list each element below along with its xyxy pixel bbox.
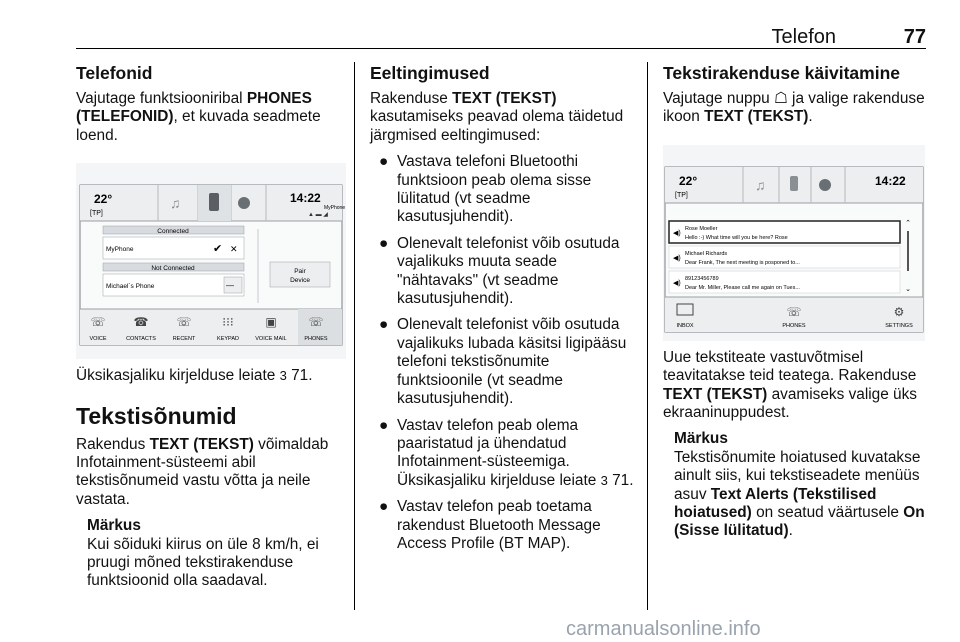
- column-divider: [647, 62, 648, 610]
- svg-text:RECENT: RECENT: [172, 336, 196, 343]
- note: [663, 430, 931, 540]
- svg-text:VOICE: VOICE: [89, 336, 107, 343]
- svg-text:◀): ◀): [673, 279, 681, 287]
- note-title: Märkus: [87, 517, 141, 535]
- svg-text:[TP]: [TP]: [675, 191, 688, 199]
- svg-text:☏: ☏: [90, 315, 106, 330]
- svg-text:♫: ♫: [755, 176, 766, 193]
- heading-tekstisonumid: Tekstisõnumid: [76, 402, 237, 429]
- svg-text:⌄: ⌄: [905, 285, 911, 293]
- heading-kaivitamine: Tekstirakenduse käivitamine: [663, 63, 901, 83]
- section-title: Telefon: [771, 26, 836, 48]
- note: [76, 517, 346, 591]
- note-text: Tekstisõnumite hoiatused kuvatakse ainult siis, kui tekstiseadete menüüs asuv Text Alerts (Tekstilised hoiatused) on seatud väärtusele On (Sisse lülitatud).: [674, 448, 925, 540]
- svg-text:22°: 22°: [679, 173, 698, 188]
- svg-text:✔: ✔: [213, 243, 223, 256]
- column-2: [370, 62, 638, 561]
- svg-text:◀): ◀): [673, 254, 681, 262]
- svg-text:⚙: ⚙: [893, 304, 905, 319]
- svg-text:Dear Frank, The next meeting i: Dear Frank, The next meeting is posponed to...: [685, 259, 800, 266]
- paragraph: Rakenduse TEXT (TEKST) kasutamiseks peavad olema täidetud järgmised eeltingimused:: [370, 90, 624, 144]
- svg-text:☏: ☏: [176, 315, 192, 330]
- svg-text:▣: ▣: [265, 315, 277, 330]
- svg-text:PHONES: PHONES: [782, 322, 806, 329]
- svg-text:—: —: [226, 281, 234, 291]
- column-3: [663, 62, 931, 541]
- svg-text:Dear Mr. Miller, Please call m: Dear Mr. Miller, Please call me again on Tues...: [685, 284, 800, 291]
- svg-text:KEYPAD: KEYPAD: [217, 336, 239, 343]
- svg-text:✕: ✕: [230, 244, 238, 255]
- svg-text:22°: 22°: [94, 192, 113, 207]
- note-text: Kui sõiduki kiirus on üle 8 km/h, ei pruugi mõned tekstirakenduse funktsioonid olla saadaval.: [87, 535, 319, 590]
- watermark: carmanualsonline.info: [566, 618, 761, 640]
- svg-text:◀): ◀): [673, 229, 681, 237]
- svg-text:SETTINGS: SETTINGS: [885, 322, 913, 329]
- svg-text:PHONES: PHONES: [304, 336, 328, 343]
- paragraph: Vajutage nuppu ☖ ja valige rakenduse ikoon TEXT (TEKST).: [663, 90, 925, 126]
- svg-text:⁝⁝⁝: ⁝⁝⁝: [222, 315, 234, 330]
- reference-arrow-icon: 3: [600, 472, 608, 488]
- svg-text:14:22: 14:22: [875, 173, 906, 188]
- paragraph: Rakendus TEXT (TEKST) võimaldab Infotainment-süsteemi abil tekstisõnumeid vastu võtta ja neile vastata.: [76, 435, 329, 508]
- list-item: ● Vastav telefon peab olema paaristatud ja ühendatud Infotainment-süsteemiga. Üksikasjaliku kirjelduse leiate 3 71.: [379, 416, 634, 489]
- svg-text:CONTACTS: CONTACTS: [126, 336, 156, 343]
- phones-screenshot: [76, 163, 346, 359]
- svg-text:Hello :-) What time will you b: Hello :-) What time will you be here? Rose: [685, 234, 788, 241]
- music-icon: ♫: [170, 195, 181, 212]
- svg-text:☏: ☏: [786, 304, 802, 319]
- list-item: ● Vastava telefoni Bluetoothi funktsioon peab olema sisse lülitatud (vt seadme kasutusjuhendit).: [379, 153, 592, 226]
- paragraph-reference: Üksikasjaliku kirjelduse leiate 3 71.: [76, 367, 313, 385]
- svg-text:INBOX: INBOX: [676, 322, 694, 329]
- phone-app-icon: [209, 193, 219, 211]
- svg-text:Device: Device: [290, 277, 310, 285]
- text-screen-image: [663, 145, 925, 341]
- paragraph: Vajutage funktsiooniribal PHONES (TELEFONID), et kuvada seadmete loend.: [76, 90, 321, 144]
- svg-text:89123456789: 89123456789: [685, 275, 719, 282]
- text-inbox-screenshot: [663, 145, 925, 341]
- note-title: Märkus: [674, 430, 728, 448]
- svg-text:Not Connected: Not Connected: [151, 265, 195, 273]
- paragraph: Uue tekstiteate vastuvõtmisel teavitatakse teid teatega. Rakenduse TEXT (TEKST) avamiseks valige üks ekraaninuppudest.: [663, 348, 918, 422]
- heading-telefonid: Telefonid: [76, 63, 153, 83]
- column-1: [76, 62, 346, 591]
- svg-text:⌃: ⌃: [905, 219, 911, 227]
- home-icon: ☖: [773, 90, 788, 107]
- svg-text:▲ ▬ ◢: ▲ ▬ ◢: [308, 212, 328, 219]
- svg-text:[TP]: [TP]: [90, 210, 103, 218]
- svg-text:☎: ☎: [133, 315, 149, 330]
- list-item: ● Vastav telefon peab toetama rakendust Bluetooth Message Access Profile (BT MAP).: [379, 498, 601, 552]
- phones-screen-image: [76, 163, 346, 359]
- svg-text:14:22: 14:22: [290, 191, 321, 206]
- prerequisite-list: [370, 153, 638, 553]
- list-item: ● Olenevalt telefonist võib osutuda vajalikuks muuta seade "nähtavaks" (vt seadme kasutusjuhendit).: [379, 234, 620, 308]
- svg-text:MyPhone: MyPhone: [106, 246, 134, 254]
- heading-eeltingimused: Eeltingimused: [370, 63, 490, 83]
- svg-text:☏: ☏: [308, 315, 324, 330]
- list-item: ● Olenevalt telefonist võib osutuda vajalikuks lubada käsitsi ligipääsu telefoni tekstisõnumite funktsioonile (vt seadme kasutusjuhendit).: [379, 316, 627, 408]
- column-divider: [354, 62, 355, 610]
- svg-text:Rose Moeller: Rose Moeller: [685, 225, 718, 232]
- info-icon: [238, 197, 250, 209]
- reference-arrow-icon: 3: [279, 368, 287, 384]
- page-header: [76, 26, 926, 49]
- svg-text:MyPhone: MyPhone: [324, 205, 346, 212]
- svg-text:Connected: Connected: [157, 228, 189, 236]
- svg-text:Michael Richards: Michael Richards: [685, 250, 728, 257]
- page-number: 77: [903, 26, 926, 48]
- svg-text:Pair: Pair: [294, 268, 306, 276]
- svg-text:VOICE MAIL: VOICE MAIL: [255, 336, 287, 343]
- svg-text:Michael´s Phone: Michael´s Phone: [106, 283, 155, 291]
